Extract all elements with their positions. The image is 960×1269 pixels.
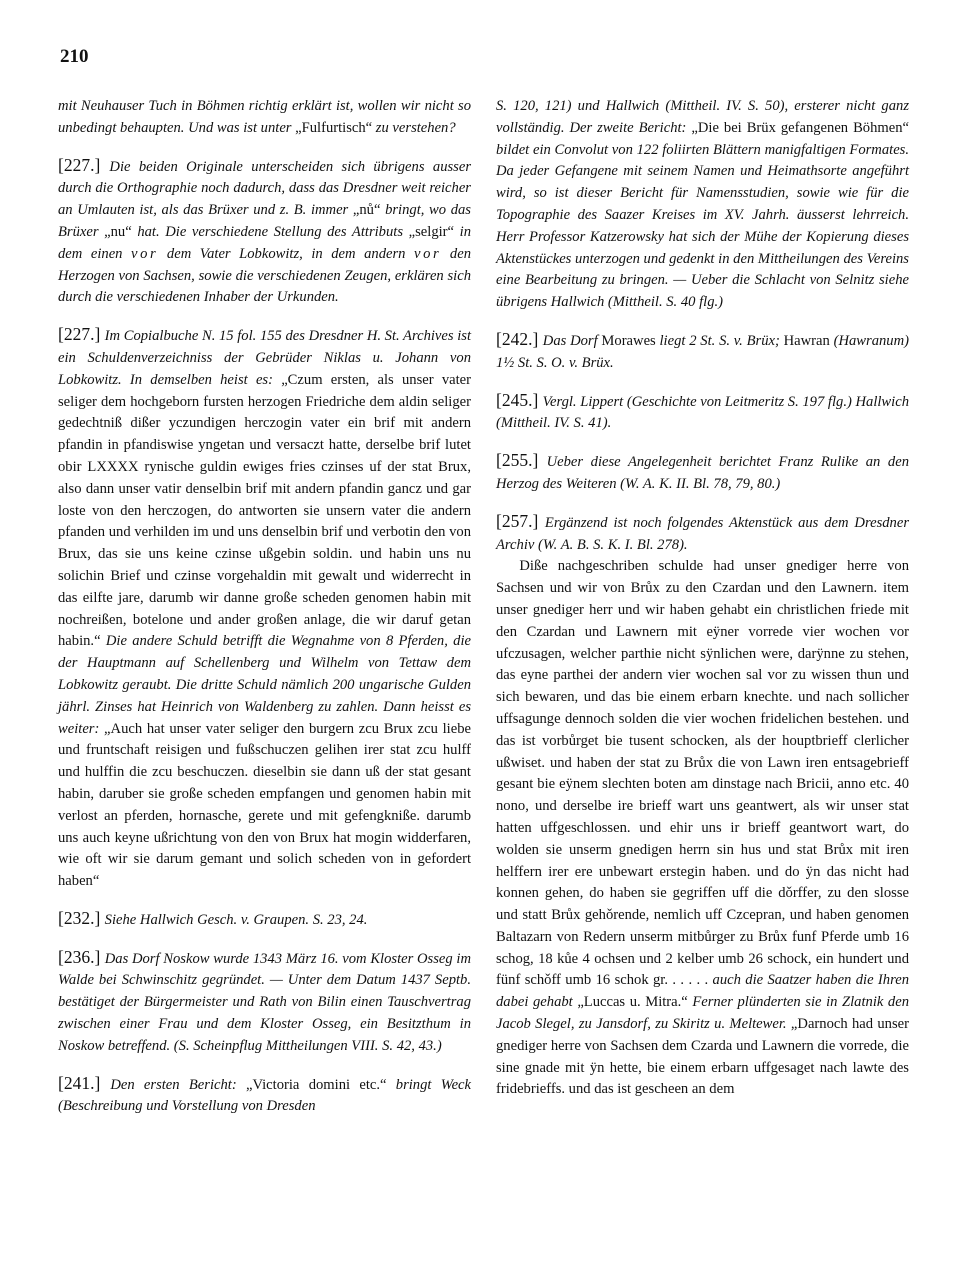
commentary-text: den Herzogen von Sachsen, sowie die verschiedenen Zeugen, erklären sich durch die verschiedenen Inhaber der Urkunden. (58, 245, 471, 306)
commentary-text: Den ersten Bericht: (110, 1076, 246, 1093)
note-reference: [227.] (58, 324, 105, 345)
note-reference: [232.] (58, 907, 105, 928)
footnote (58, 324, 471, 893)
quoted-text: Morawes (601, 332, 656, 349)
page-number: 210 (60, 46, 89, 67)
commentary-text: Im Copialbuche N. 15 fol. 155 des Dresdner H. St. Archives ist ein Schuldenverzeichniss der Gebrüder Niklas u. Johann von Lobkowitz. In demselben heist es: (58, 328, 472, 388)
quoted-text: „Darnoch had unser gnediger herre von Sachsen dem Czarda und Lawnern die vorrede, die sine gnade mit ÿn hette, bie einem erbarn uffgesaget nach lawte des fridebrieffs. und das ist gescheen an dem (496, 1016, 910, 1098)
note-paragraph (496, 329, 909, 375)
commentary-text: Das Dorf (542, 332, 602, 349)
commentary-text: liegt 2 St. S. v. Brüx; (655, 332, 784, 349)
commentary-text: bildet ein Convolut von 122 foliirten Blättern manigfaltigen Formates. Da jeder Gefangene mit seinem Namen und Heimathsorte angeführt wird, so ist dieser Bericht für Namensstudien, sowie wie für die Topographie des Saazer Kreises im XV. Jahrh. äusserst lehrreich. Herr Professor Katzerowsky hat sich der Mühe der Kopierung dieses Aktenstückes unterzogen und gedenkt in den Mittheilungen des Vereins eine Bearbeitung zu bringen. — Ueber die Schlacht von Selnitz siehe übrigens Hallwich (Mittheil. S. 40 flg.) (496, 141, 909, 311)
quoted-text: Diße nachgeschriben schulde had unser gnediger herre von Sachsen und wir von Brůx zu den Czardan und den Lawnern. item unser gnediger herr und wir haben gehabt ein christlichen friede mit den Czardan und Lawnern mit eÿner vorrede vier wochen vor ufczusagen, welcher parthie nicht sÿnlichen were, darÿnne zu stehen, das eyne parthei der andern vier wochen sal vor zu wissen thun und sich bewaren, und das bie einem erbarn knechte. und nach sollicher uffsagunge dennoch solden die vier wochen fridelichen bestehen. und das ist vorbůrget bie tusent schocken, als der houptbrieff clerlicher ußwiset. und haben der stat zu Brůx die von Lawn iren entsagebrieff gesant bie eÿnem slechten boten am dinstage nach Bricii, anno etc. 40 nono, und derselbe ire brieff wart uns geantwert, als wir unser stat hatten uffgeschlossen. und ehir uns ir brieff geantwort wart, do wolden sie unserm gnedigen herrn sin hus und stat Brůx mit iren helffern irer ere unbewart erstegin haben. und do ÿn das nicht had konnen gehen, do haben sie gegriffen uff die dǒrffer, zu den slosse und statt Brůx gehǒrende, nemlich uff Czcepran, und haben genomen Baltazarn von Redern unserm mitbůrger zu Brůx funf Pferde umb 16 schog, 18 kůe 4 ochsen und 2 kelber umb 26 schock, ein hundert und fünf schǒff umb 16 schok gr. . . . . . (496, 558, 909, 989)
note-paragraph (496, 96, 909, 314)
note-reference: [242.] (496, 328, 543, 349)
commentary-text: Die andere Schuld betrifft die Wegnahme von 8 Pferden, die der Hauptmann auf Schellenberg und Wilhelm von Tettaw dem Lobkowitz geraubt. Die dritte Schuld nämlich 200 ungarische Gulden jährl. Zinses hat Heinrich von Waldenberg zu zahlen. Dann heisst es weiter: (58, 633, 471, 737)
commentary-text: (Hawranum) 1½ St. S. O. v. Brüx. (496, 332, 909, 371)
note-reference: [255.] (496, 450, 547, 471)
commentary-text: S. 120, 121) und Hallwich (Mittheil. IV. S. 50), ersterer nicht ganz vollständig. Der zweite Bericht: (496, 98, 909, 136)
quoted-text: „Czum ersten, als unser vater seliger dem hochgeborn fursten herzogen Friedriche dem aldin seliger gedechtniß dißer yczundigen herczogin vater ein brif mit andern pfandin in pfandiswise yngetan und versaczt hatte, derselbe brif lutet obir LXXXX rynische guldin ewiges fries czinses uf der stat Brux, also dann unser vatir denselbin brif mit andern pfandin gancz und gar loste von den herczogen, do antworten sie unsern vater die andern pfanden und verhilden im und uns denselbin brif und verbotin den von Brux, das sie uns keine czinse ußgebin soldin. und habin uns nu solichin Brief und czinse vorgehaldin mit gewalt und widerrecht in das eilfte jare, darumb wir danne große scheden genomen habin mit nochreißen, botelone und ander großen anlage, die wir daruf getan habin.“ (58, 371, 471, 650)
footnote (58, 155, 471, 310)
footnote (496, 390, 909, 436)
quoted-text: „selgir“ (408, 223, 455, 240)
commentary-text: Ergänzend ist noch folgendes Aktenstück aus dem Dresdner Archiv (W. A. B. S. K. I. Bl. 278). (496, 514, 910, 553)
commentary-text: Die beiden Originale unterscheiden sich übrigens ausser durch die Orthographie noch dadurch, dass das Dresdner weit reicher an Umlauten ist, als das Brüxer und z. B. immer (58, 158, 472, 219)
note-reference: [241.] (58, 1072, 111, 1093)
footnote (58, 1073, 471, 1119)
quoted-text: „nů“ (352, 202, 381, 219)
commentary-text: Ueber diese Angelegenheit berichtet Franz Rulike an den Herzog des Weiteren (W. A. K. II. Bl. 78, 79, 80.) (496, 454, 909, 492)
commentary-text: vor (131, 245, 159, 262)
note-reference: [245.] (496, 389, 543, 410)
footnote (496, 329, 909, 375)
commentary-text: auch die Saatzer haben die Ihren dabei gehabt (496, 972, 909, 1011)
quoted-text: „Luccas u. Mitra.“ (577, 994, 688, 1011)
quoted-text: „Fulfurtisch“ (295, 119, 373, 136)
quoted-text: „Victoria domini etc.“ (245, 1076, 387, 1093)
note-paragraph (58, 1073, 471, 1119)
quoted-text: Hawran (783, 332, 830, 349)
commentary-text: bringt Weck (Beschreibung und Vorstellung von Dresden (58, 1076, 471, 1115)
right-column (496, 96, 909, 1116)
note-paragraph (58, 96, 471, 140)
commentary-text: dem Vater Lobkowitz, in dem andern (158, 245, 415, 262)
footnote (58, 947, 471, 1058)
note-paragraph (496, 450, 909, 496)
commentary-text: Vergl. Lippert (Geschichte von Leitmeritz S. 197 flg.) Hallwich (Mittheil. IV. S. 41). (496, 393, 909, 432)
note-paragraph (58, 324, 471, 893)
footnote (496, 511, 909, 1102)
footnote (496, 450, 909, 496)
footnote (496, 96, 909, 314)
document-transcription (496, 556, 909, 1101)
commentary-text: zu verstehen? (372, 119, 456, 136)
commentary-text: vor (414, 245, 442, 262)
quoted-text: „nu“ (104, 223, 132, 240)
footnote (58, 908, 471, 932)
commentary-text: hat. Die verschiedene Stellung des Attributs (131, 223, 409, 240)
note-reference: [236.] (58, 946, 105, 967)
footnote (58, 96, 471, 140)
commentary-text: Das Dorf Noskow wurde 1343 März 16. vom Kloster Osseg im Walde bei Schwinschitz gegründet. — Unter dem Datum 1437 Septb. bestätiget der Bürgermeister und Rath von Bilin einen Tauschvertrag zwischen einer Frau und dem Kloster Osseg, ein Besitzthum in Noskow betreffend. (S. Scheinpflug Mittheilungen VIII. S. 42, 43.) (58, 950, 472, 1054)
commentary-text: Siehe Hallwich Gesch. v. Graupen. S. 23, 24. (104, 911, 368, 928)
left-column (58, 96, 471, 1133)
note-reference: [227.] (58, 154, 110, 175)
quoted-text: „Die bei Brüx gefangenen Böhmen“ (691, 119, 909, 136)
commentary-text: in dem einen (58, 223, 471, 262)
note-reference: [257.] (496, 510, 545, 531)
note-paragraph (58, 155, 471, 310)
note-paragraph (58, 908, 471, 932)
commentary-text: Ferner plünderten sie in Zlatnik den Jacob Slegel, zu Jansdorf, zu Skiritz u. Meltewer. (496, 994, 909, 1033)
note-paragraph (496, 511, 909, 557)
note-paragraph (496, 390, 909, 436)
commentary-text: bringt, wo das Brüxer (58, 202, 471, 240)
note-paragraph (58, 947, 471, 1058)
quoted-text: „Auch hat unser vater seliger den burgern zcu Brux zcu liebe und fruntschaft reisigen und fußschuczen gelihen irer stat zcu hulff und hulffin die zcu beschuczen. dieselbin sie dann uß der stat gesant habin, daruber sie große scheden empfangen und genomen habin mit verlost an pferden, hornasche, gerete und mit gefengkniße. darumb uns auch keyne ußrichtung von den von Brux hat mogin widderfaren, wie oft wir sie darum gemant und solich scheden von in gefordert haben“ (58, 720, 471, 890)
commentary-text: mit Neuhauser Tuch in Böhmen richtig erklärt ist, wollen wir nicht so unbedingt behaupten. Und was ist unter (58, 98, 471, 136)
